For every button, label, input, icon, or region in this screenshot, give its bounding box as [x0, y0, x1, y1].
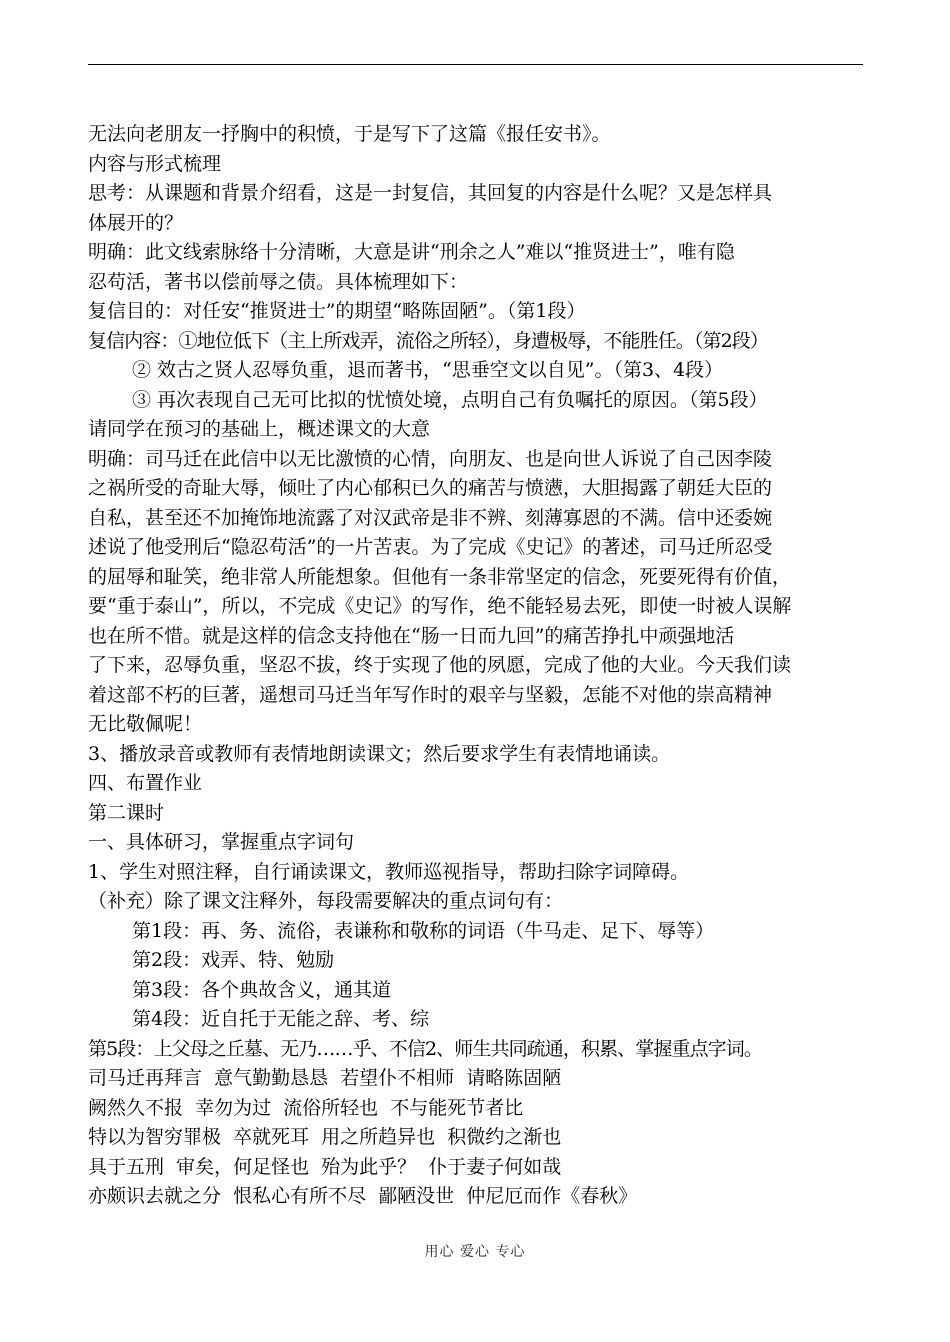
text-line: 明确：司马迁在此信中以无比激愤的心情，向朋友、也是向世人诉说了自己因李陵	[88, 447, 773, 470]
text-line: 第1段：再、务、流俗，表谦称和敬称的词语（牛马走、足下、辱等）	[132, 919, 715, 942]
header-rule	[88, 64, 863, 65]
text-line: 体展开的？	[88, 211, 184, 234]
text-line: （补充）除了课文注释外，每段需要解决的重点词句有：	[88, 890, 564, 912]
text-line: 自私，甚至还不加掩饰地流露了对汉武帝是非不辨、刻薄寡恩的不满。信中还委婉	[88, 506, 773, 529]
text-line: 第3段：各个典故含义，通其道	[132, 978, 392, 1001]
text-line: 第4段：近自托于无能之辞、考、综	[132, 1008, 430, 1030]
page-footer: 用心 爱心 专心	[424, 1244, 526, 1260]
text-line: 忍苟活，著书以偿前辱之债。具体梳理如下：	[88, 270, 469, 293]
text-line: 第5段：上父母之丘墓、无乃……乎、不信2、师生共同疏通，积累、掌握重点字词。	[88, 1037, 762, 1060]
section-heading: 内容与形式梳理	[88, 152, 222, 175]
text-line: 具于五刑 审矣，何足怪也 殆为此乎？ 仆于妻子何如哉	[88, 1155, 562, 1178]
text-line: 的屈辱和耻笑，绝非常人所能想象。但他有一条非常坚定的信念，死要死得有价值，	[88, 565, 792, 588]
text-line: 复信目的：对任安“推贤进士”的期望“略陈固陋”。（第1段）	[88, 300, 586, 322]
section-heading: 一、具体研习，掌握重点字词句	[88, 831, 355, 853]
text-line: 3、播放录音或教师有表情地朗读课文；然后要求学生有表情地诵读。	[88, 742, 671, 765]
text-line: 无法向老朋友一抒胸中的积愤，于是写下了这篇《报任安书》。	[88, 123, 611, 145]
text-line: 着这部不朽的巨著，遥想司马迁当年写作时的艰辛与坚毅，怎能不对他的崇高精神	[88, 683, 773, 706]
section-heading: 第二课时	[88, 801, 165, 824]
text-line: 复信内容：①地位低下（主上所戏弄，流俗之所轻），身遭极辱，不能胜任。（第2段）	[88, 329, 768, 352]
text-line: ③ 再次表现自己无可比拟的忧愤处境，点明自己有负嘱托的原因。（第5段）	[132, 388, 768, 411]
text-line: 1、学生对照注释，自行诵读课文，教师巡视指导，帮助扫除字词障碍。	[88, 860, 690, 883]
section-heading: 四、布置作业	[88, 772, 203, 794]
text-line: 明确：此文线索脉络十分清晰，大意是讲“刑余之人”难以“推贤进士”，唯有隐	[88, 241, 735, 263]
text-line: 阙然久不报 幸勿为过 流俗所轻也 不与能死节者比	[88, 1096, 524, 1119]
text-line: 司马迁再拜言 意气勤勤恳恳 若望仆不相师 请略陈固陋	[88, 1067, 562, 1089]
text-line: 思考：从课题和背景介绍看，这是一封复信，其回复的内容是什么呢？又是怎样具	[88, 182, 773, 204]
text-line: 亦颇识去就之分 恨私心有所不尽 鄙陋没世 仲尼厄而作《春秋》	[88, 1185, 638, 1207]
text-line: 之祸所受的奇耻大辱，倾吐了内心郁积已久的痛苦与愤懑，大胆揭露了朝廷大臣的	[88, 477, 773, 499]
text-line: 特以为智穷罪极 卒就死耳 用之所趋异也 积微约之渐也	[88, 1126, 562, 1148]
text-line: 第2段：戏弄、特、勉励	[132, 949, 335, 971]
text-line: 述说了他受刑后“隐忍苟活”的一片苦衷。为了完成《史记》的著述，司马迁所忍受	[88, 536, 773, 558]
text-line: 了下来，忍辱负重，坚忍不拔，终于实现了他的夙愿，完成了他的大业。今天我们读	[88, 654, 792, 676]
text-line: ② 效古之贤人忍辱负重，退而著书，“思垂空文以自见”。（第3、4段）	[132, 359, 724, 381]
text-line: 请同学在预习的基础上，概述课文的大意	[88, 418, 431, 440]
document-body	[88, 120, 868, 1212]
text-line: 要“重于泰山”，所以，不完成《史记》的写作，绝不能轻易去死，即使一时被人误解	[88, 595, 792, 617]
text-line: 无比敬佩呢！	[88, 713, 203, 735]
text-line: 也在所不惜。就是这样的信念支持他在“肠一日而九回”的痛苦挣扎中顽强地活	[88, 624, 735, 647]
